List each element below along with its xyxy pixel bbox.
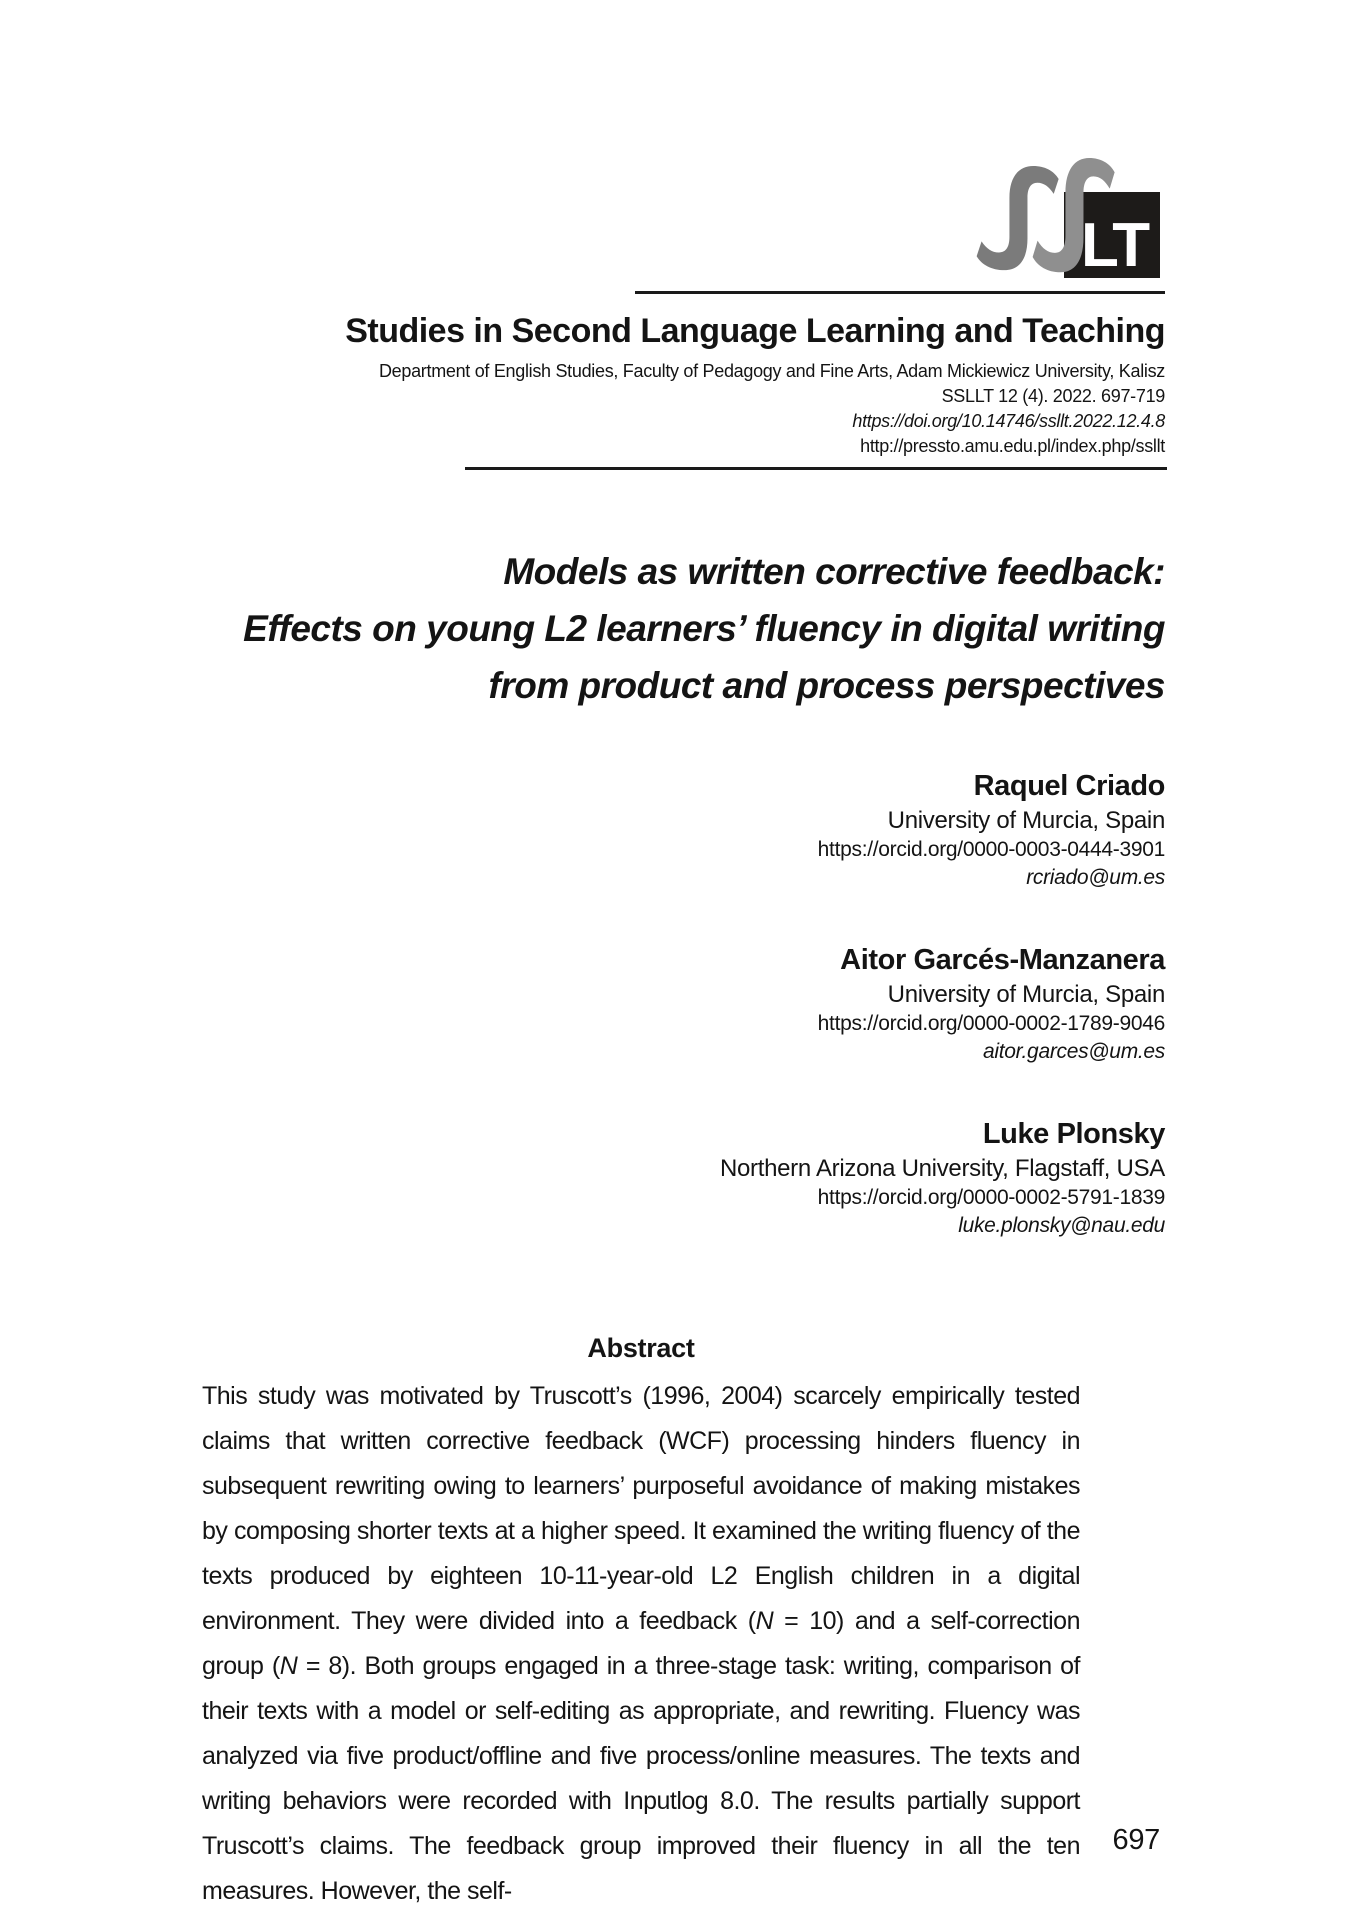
journal-logo — [973, 156, 1163, 282]
journal-name: Studies in Second Language Learning and Teaching — [345, 312, 1165, 350]
author-email-link[interactable]: aitor.garces@um.es — [982, 1040, 1165, 1063]
author-affiliation: University of Murcia, Spain — [887, 807, 1165, 834]
author-block-2 — [465, 942, 1165, 1066]
abstract-text: This study was motivated by Truscott’s (1996, 2004) scarcely empirically tested claims that written corrective feedback (WCF) processing hinders fluency in subsequent rewriting owing to learners’ purposeful avoidance of making mistakes by composing shorter texts at a higher speed. It examined the writing fluency of the texts produced by eighteen 10-11-year-old L2 English children in a digital environment. They were divided into a feedback (N = 10) and a self-correction group (N = 8). Both groups engaged in a three-stage task: writing, comparison of their texts with a model or self-editing as appropriate, and rewriting. Fluency was analyzed via five product/offline and five process/online measures. The texts and writing behaviors were recorded with Inputlog 8.0. The results partially support Truscott’s claims. The feedback group improved their fluency in all the ten measures. However, the self- — [202, 1382, 1081, 1905]
journal-issue: SSLLT 12 (4). 2022. 697-719 — [941, 386, 1165, 406]
article-title-line-2: Effects on young L2 learners’ fluency in digital writing — [243, 608, 1165, 649]
author-name: Luke Plonsky — [982, 1118, 1165, 1150]
author-block-3 — [465, 1116, 1165, 1240]
author-orcid-link[interactable]: https://orcid.org/0000-0002-5791-1839 — [817, 1186, 1165, 1209]
article-title-line-3: from product and process perspectives — [488, 665, 1165, 706]
author-affiliation: Northern Arizona University, Flagstaff, USA — [719, 1155, 1165, 1182]
author-orcid-link[interactable]: https://orcid.org/0000-0002-1789-9046 — [817, 1012, 1165, 1035]
article-title-line-1: Models as written corrective feedback: — [503, 551, 1165, 592]
header-rule-top — [635, 291, 1165, 294]
abstract-section — [202, 1333, 1080, 1914]
journal-department: Department of English Studies, Faculty of Pedagogy and Fine Arts, Adam Mickiewicz University, Kalisz — [378, 361, 1165, 381]
abstract-heading: Abstract — [587, 1333, 695, 1363]
author-orcid-link[interactable]: https://orcid.org/0000-0003-0444-3901 — [817, 838, 1165, 861]
article-title — [105, 543, 1165, 714]
author-block-1 — [465, 768, 1165, 892]
author-email-link[interactable]: rcriado@um.es — [1026, 866, 1165, 889]
journal-doi-link[interactable]: https://doi.org/10.14746/ssllt.2022.12.4.8 — [852, 411, 1165, 431]
author-list — [465, 768, 1165, 1290]
author-name: Aitor Garcés-Manzanera — [840, 944, 1165, 976]
journal-url-link[interactable]: http://pressto.amu.edu.pl/index.php/ssllt — [860, 436, 1165, 456]
page-number: 697 — [1112, 1824, 1160, 1856]
journal-header — [185, 312, 1165, 459]
author-name: Raquel Criado — [973, 770, 1165, 802]
author-affiliation: University of Murcia, Spain — [887, 981, 1165, 1008]
author-email-link[interactable]: luke.plonsky@nau.edu — [958, 1214, 1165, 1237]
header-rule-bottom — [465, 467, 1167, 470]
logo-lt-text: LT — [1081, 211, 1149, 280]
